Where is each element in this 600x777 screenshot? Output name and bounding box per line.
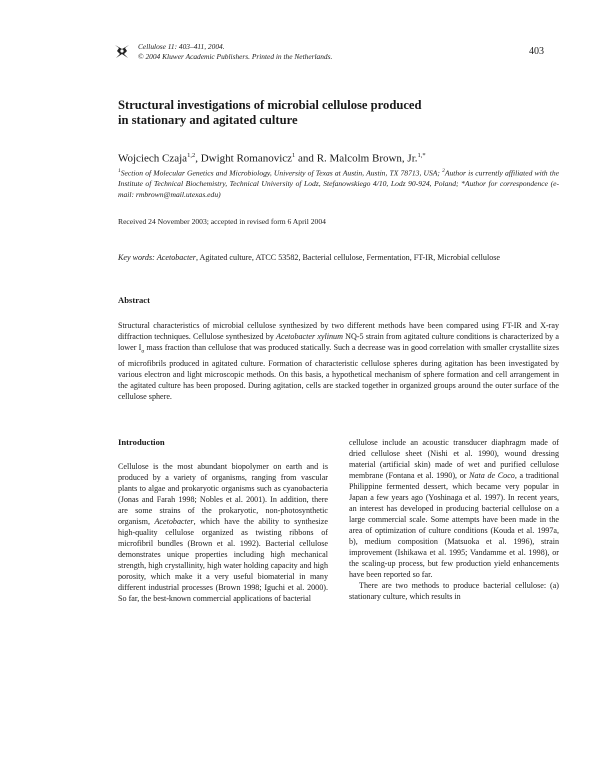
abstract-organism: Acetobacter xylinum — [276, 332, 343, 341]
keyword-genus: Acetobacter — [156, 253, 196, 262]
keywords — [118, 252, 559, 263]
abstract-heading: Abstract — [118, 295, 150, 305]
intro-right-part-b: , a traditional Philippine fermented dessert, which became very popular in Japan a few years ago (Yoshinaga et al. 1997). In recent years, an interest has developed in producing bacterial cellulose on a large commercial scale. Some attempts have been made in the area of optimization of culture conditions (Kouda et al. 1997a, b), medium composition (Matsuoka et al. 1996), strain improvement (Ishikawa et al. 1995; Vandamme et al. 1998), or the scaling-up process, but few production yield enhancements have been reported so far. — [349, 471, 559, 579]
affil-2-marker: 2 — [442, 168, 445, 174]
abstract-part-1: Structural characteristics of microbial cellulose synthesized by two different methods have been compared using FT-IR and X-ray diffraction techniques. Cellulose synthesized by — [118, 321, 559, 341]
intro-right-italic: Nata de Coco — [469, 471, 515, 480]
author-separator-1: , — [195, 152, 201, 165]
title-line-1: Structural investigations of microbial cellulose produced — [118, 98, 422, 112]
page-header — [114, 42, 544, 66]
copyright-line: © 2004 Kluwer Academic Publishers. Printed in the Netherlands. — [138, 52, 333, 61]
received-dates: Received 24 November 2003; accepted in revised form 6 April 2004 — [118, 217, 326, 226]
author-3-name: R. Malcolm Brown, Jr. — [316, 152, 418, 165]
author-1-name: Wojciech Czaja — [118, 152, 188, 165]
affiliations — [118, 166, 559, 200]
author-1-affil: 1,2 — [187, 152, 196, 159]
intro-left-part-a: Cellulose is the most abundant biopolymer on earth and is produced by a variety of organisms, ranging from vascular plants to algae and prokaryotic organisms such as cyanobacteria (Jonas and Farah 1998; Nobles et al. 2001). In addition, there are some strains of the prokaryotic, non-photosynthetic organism, — [118, 462, 328, 526]
body-column-left — [118, 437, 328, 604]
author-2-name: Dwight Romanovicz — [200, 152, 293, 165]
publisher-logo-icon — [114, 42, 130, 60]
affil-1-text: Section of Molecular Genetics and Microbiology, University of Texas at Austin, Austin, TX 78713, USA; — [120, 168, 440, 178]
intro-left-part-b: , which have the ability to synthesize high-quality cellulose organized as twisting ribbons of microfibril bundles (Brown et al. 1992). Bacterial cellulose demonstrates unique properties including high mechanical strength, high crystallinity, high water holding capacity and high porosity, which make it a very useful biomaterial in many different industrial processes (Brown 1998; Iguchi et al. 2000). So far, the best-known commercial applications of bacterial — [118, 517, 328, 603]
abstract-part-3: mass fraction than cellulose that was produced statically. Such a decrease was in good correlation with smaller crystallite sizes of microfibrils produced in agitated culture. Formation of characteristic cellulose spheres during agitation has been investigated by various electron and light microscopic methods. On this basis, a hypothetical mechanism of sphere formation and cell arrangement in the agitated culture has been proposed. During agitation, cells are stacked together in organized groups around the outer surface of the cellulose sphere. — [118, 343, 559, 401]
keywords-label: Key words: — [118, 253, 155, 262]
abstract-subscript: α — [141, 348, 145, 355]
abstract-part-2: NQ-5 strain from agitated culture conditions is characterized by a lower I — [118, 332, 560, 352]
page-number: 403 — [529, 46, 544, 57]
author-list — [118, 152, 426, 165]
title-line-2: in stationary and agitated culture — [118, 113, 298, 127]
affil-1-marker: 1 — [118, 168, 121, 174]
article-title — [118, 98, 518, 128]
author-3-affil: 1,* — [417, 152, 426, 159]
abstract-body — [118, 320, 559, 402]
intro-left-genus: Acetobacter — [154, 517, 194, 526]
intro-paragraph-2: There are two methods to produce bacterial cellulose: (a) stationary culture, which results in — [349, 581, 559, 601]
body-column-right — [349, 437, 559, 602]
author-2-affil: 1 — [292, 152, 296, 159]
introduction-heading: Introduction — [118, 437, 165, 447]
journal-citation: Cellulose 11: 403–411, 2004. — [138, 42, 225, 51]
intro-right-part-a: cellulose include an acoustic transducer diaphragm made of dried cellulose sheet (Nishi et al. 1990), wound dressing material (artificial skin) made of wet and purified cellulose membrane (Fontana et al. 1990), or — [349, 438, 559, 480]
intro-paragraph-1-cont — [349, 437, 559, 580]
intro-paragraph-1 — [118, 461, 328, 604]
affil-2-text: Author is currently affiliated with the Institute of Technical Biochemistry, Technical University of Lodz, Stefanowskiego 4/10, Lodz 90-924, Poland; *Author for correspondence (e-mail: rmbrown@mail.utexas.edu) — [118, 168, 560, 199]
keywords-list: , Agitated culture, ATCC 53582, Bacterial cellulose, Fermentation, FT-IR, Microbial cellulose — [195, 253, 500, 262]
author-separator-2: and — [295, 152, 317, 165]
